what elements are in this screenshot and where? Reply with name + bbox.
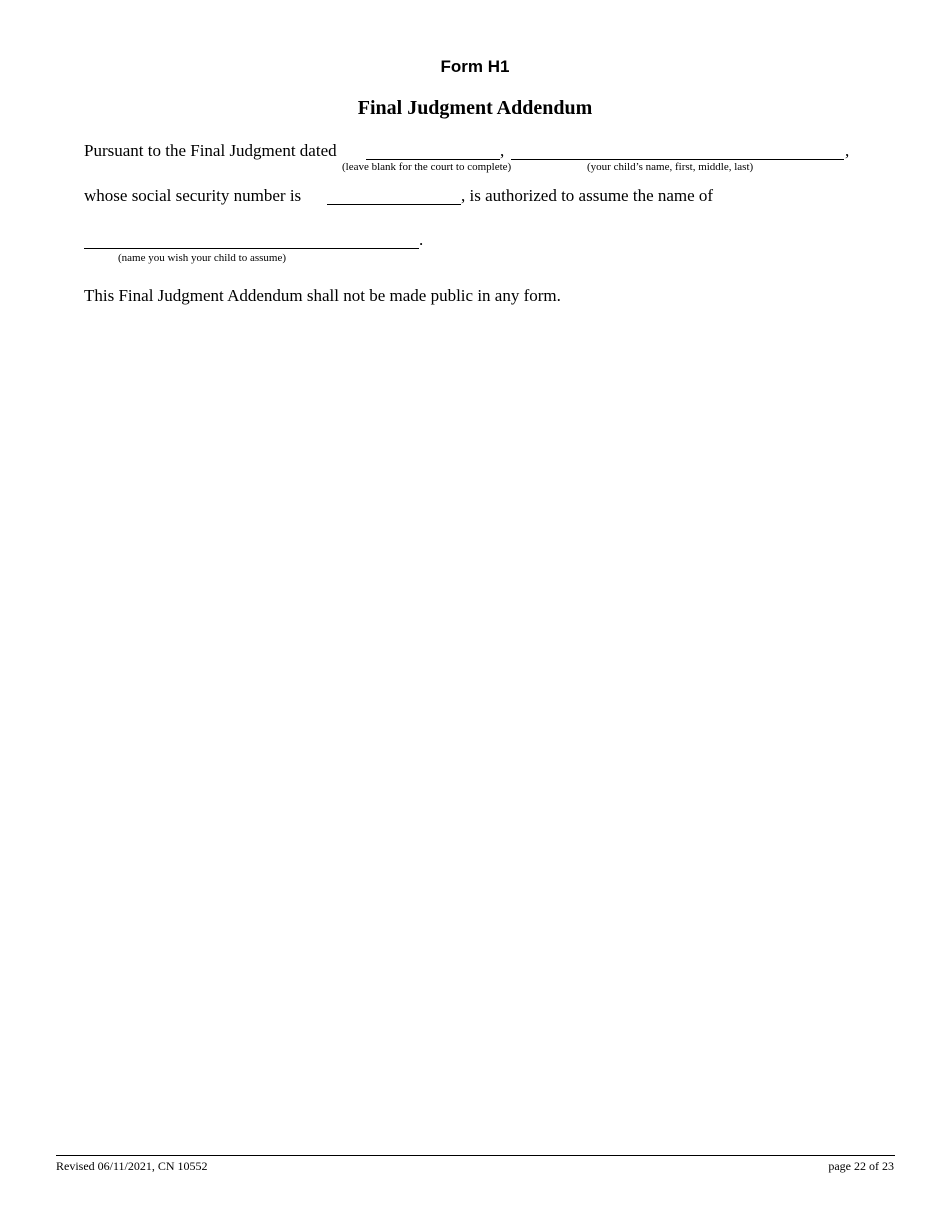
closing-statement: This Final Judgment Addendum shall not be made public in any form. xyxy=(84,286,561,305)
new-name-blank[interactable] xyxy=(84,248,419,249)
child-name-blank[interactable] xyxy=(511,159,844,160)
footer-divider xyxy=(56,1155,895,1156)
child-name-hint: (your child’s name, first, middle, last) xyxy=(587,161,754,173)
new-name-hint: (name you wish your child to assume) xyxy=(118,252,287,264)
form-label: Form H1 xyxy=(440,57,510,76)
line2-prefix: whose social security number is xyxy=(84,186,302,205)
line1-comma-2: , xyxy=(845,141,850,160)
footer-revision: Revised 06/11/2021, CN 10552 xyxy=(56,1159,208,1173)
ssn-blank[interactable] xyxy=(327,204,461,205)
date-hint: (leave blank for the court to complete) xyxy=(342,161,512,173)
document-title: Final Judgment Addendum xyxy=(357,97,593,119)
line2-suffix: , is authorized to assume the name of xyxy=(461,186,714,205)
judgment-date-blank[interactable] xyxy=(366,159,500,160)
footer-page-number: page 22 of 23 xyxy=(828,1159,894,1173)
line1-comma-1: , xyxy=(500,141,505,160)
line3-period: . xyxy=(419,230,424,249)
line1-prefix: Pursuant to the Final Judgment dated xyxy=(84,141,337,160)
